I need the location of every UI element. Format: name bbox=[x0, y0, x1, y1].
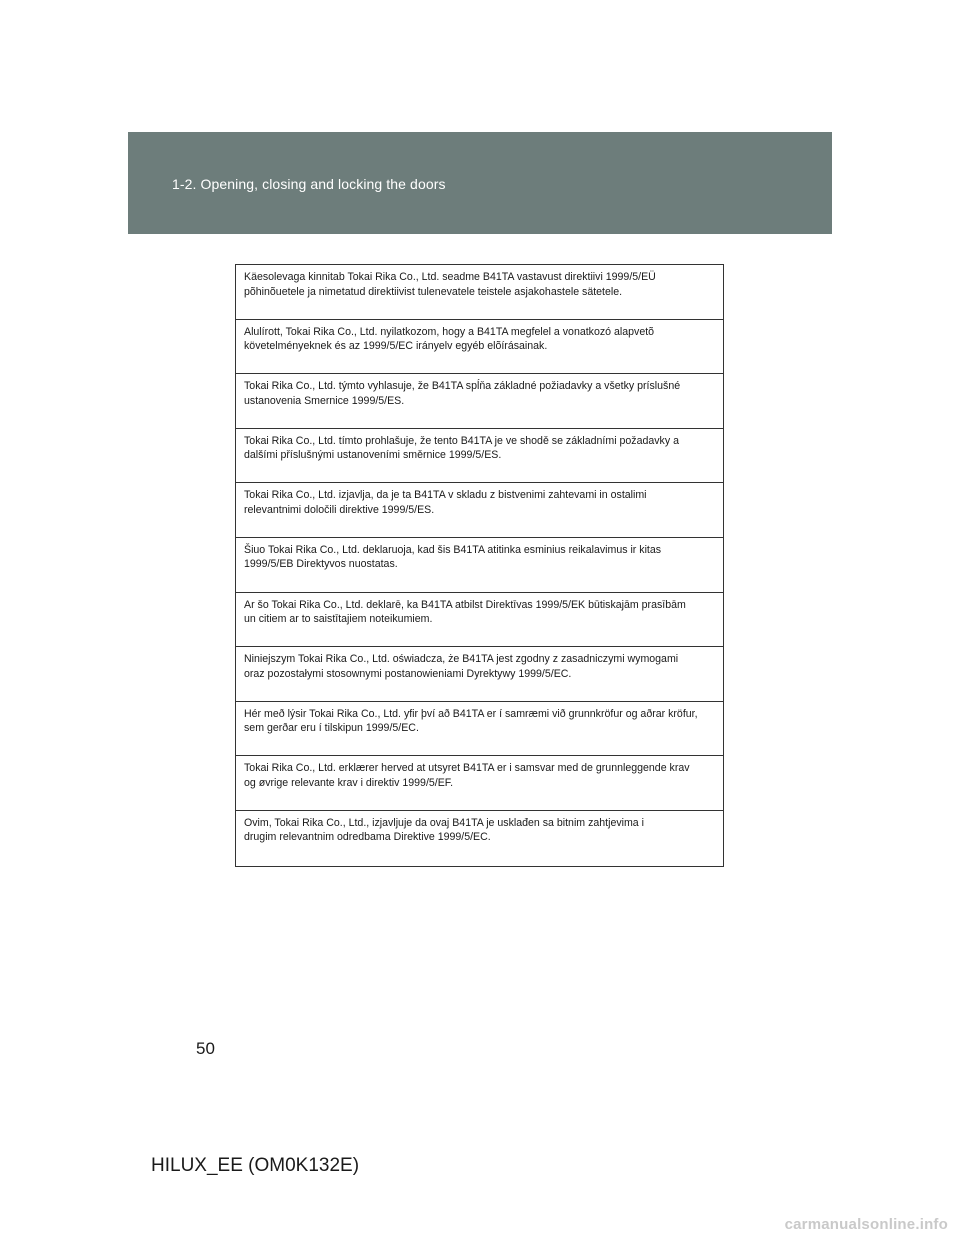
declaration-row-sk bbox=[236, 374, 723, 429]
declaration-line: drugim relevantnim odredbama Direktive 1999/5/EC. bbox=[244, 831, 491, 844]
declaration-line: követelményeknek és az 1999/5/EC irányelv egyéb elõírásainak. bbox=[244, 340, 548, 353]
declaration-line: relevantnimi določili direktive 1999/5/ES. bbox=[244, 503, 435, 516]
declaration-line: Tokai Rika Co., Ltd. izjavlja, da je ta B41TA v skladu z bistvenimi zahtevami in ostalimi bbox=[244, 489, 647, 502]
declaration-line: põhinõuetele ja nimetatud direktiivist tulenevatele teistele asjakohastele sätetele. bbox=[244, 285, 623, 298]
declaration-line: Tokai Rika Co., Ltd. tímto prohlašuje, že tento B41TA je ve shodě se základními požadavky a bbox=[244, 434, 679, 447]
declaration-line: ustanovenia Smernice 1999/5/ES. bbox=[244, 394, 405, 407]
declaration-row-sl bbox=[236, 483, 723, 538]
declaration-line: Niniejszym Tokai Rika Co., Ltd. oświadcza, że B41TA jest zgodny z zasadniczymi wymogami bbox=[244, 653, 679, 666]
declaration-line: Tokai Rika Co., Ltd. erklærer herved at utsyret B41TA er i samsvar med de grunnleggende krav bbox=[244, 762, 690, 775]
declaration-row-is bbox=[236, 702, 723, 757]
declaration-row-lv bbox=[236, 593, 723, 648]
declaration-line: Käesolevaga kinnitab Tokai Rika Co., Ltd. seadme B41TA vastavust direktiivi 1999/5/EÜ bbox=[244, 271, 656, 283]
declaration-line: oraz pozostałymi stosownymi postanowieniami Dyrektywy 1999/5/EC. bbox=[244, 667, 572, 680]
declaration-line: Šiuo Tokai Rika Co., Ltd. deklaruoja, kad šis B41TA atitinka esminius reikalavimus ir kitas bbox=[244, 543, 662, 556]
declaration-line: dalšími příslušnými ustanoveními směrnice 1999/5/ES. bbox=[244, 449, 502, 462]
declaration-row-no bbox=[236, 756, 723, 811]
declaration-line: 1999/5/EB Direktyvos nuostatas. bbox=[244, 558, 398, 571]
declaration-row-hr bbox=[236, 811, 723, 866]
declaration-row-et bbox=[236, 265, 723, 320]
declaration-row-pl bbox=[236, 647, 723, 702]
document-code: HILUX_EE (OM0K132E) bbox=[151, 1155, 360, 1176]
declaration-line: Ar šo Tokai Rika Co., Ltd. deklarē, ka B41TA atbilst Direktīvas 1999/5/EK būtiskajām prasībām bbox=[244, 598, 686, 611]
declaration-line: sem gerðar eru í tilskipun 1999/5/EC. bbox=[244, 722, 419, 735]
watermark-text: carmanualsonline.info bbox=[784, 1216, 948, 1233]
section-header-band bbox=[128, 132, 832, 234]
declaration-line: og øvrige relevante krav i direktiv 1999/5/EF. bbox=[244, 776, 454, 789]
section-title: 1-2. Opening, closing and locking the doors bbox=[172, 176, 446, 192]
declaration-line: Hér með lýsir Tokai Rika Co., Ltd. yfir því að B41TA er í samræmi við grunnkröfur og aðrar kröfur, bbox=[244, 707, 698, 720]
declaration-line: Alulírott, Tokai Rika Co., Ltd. nyilatkozom, hogy a B41TA megfelel a vonatkozó alapvetõ bbox=[244, 325, 655, 338]
declaration-table bbox=[235, 264, 724, 867]
declaration-line: Tokai Rika Co., Ltd. týmto vyhlasuje, že B41TA spĺňa základné požiadavky a všetky príslušné bbox=[244, 380, 681, 393]
declaration-line: un citiem ar to saistītajiem noteikumiem. bbox=[244, 613, 433, 626]
declaration-line: Ovim, Tokai Rika Co., Ltd., izjavljuje da ovaj B41TA je usklađen sa bitnim zahtjevima i bbox=[244, 816, 644, 829]
declaration-row-cs bbox=[236, 429, 723, 484]
declaration-row-hu bbox=[236, 320, 723, 375]
declaration-row-lt bbox=[236, 538, 723, 593]
page-number: 50 bbox=[196, 1039, 215, 1058]
